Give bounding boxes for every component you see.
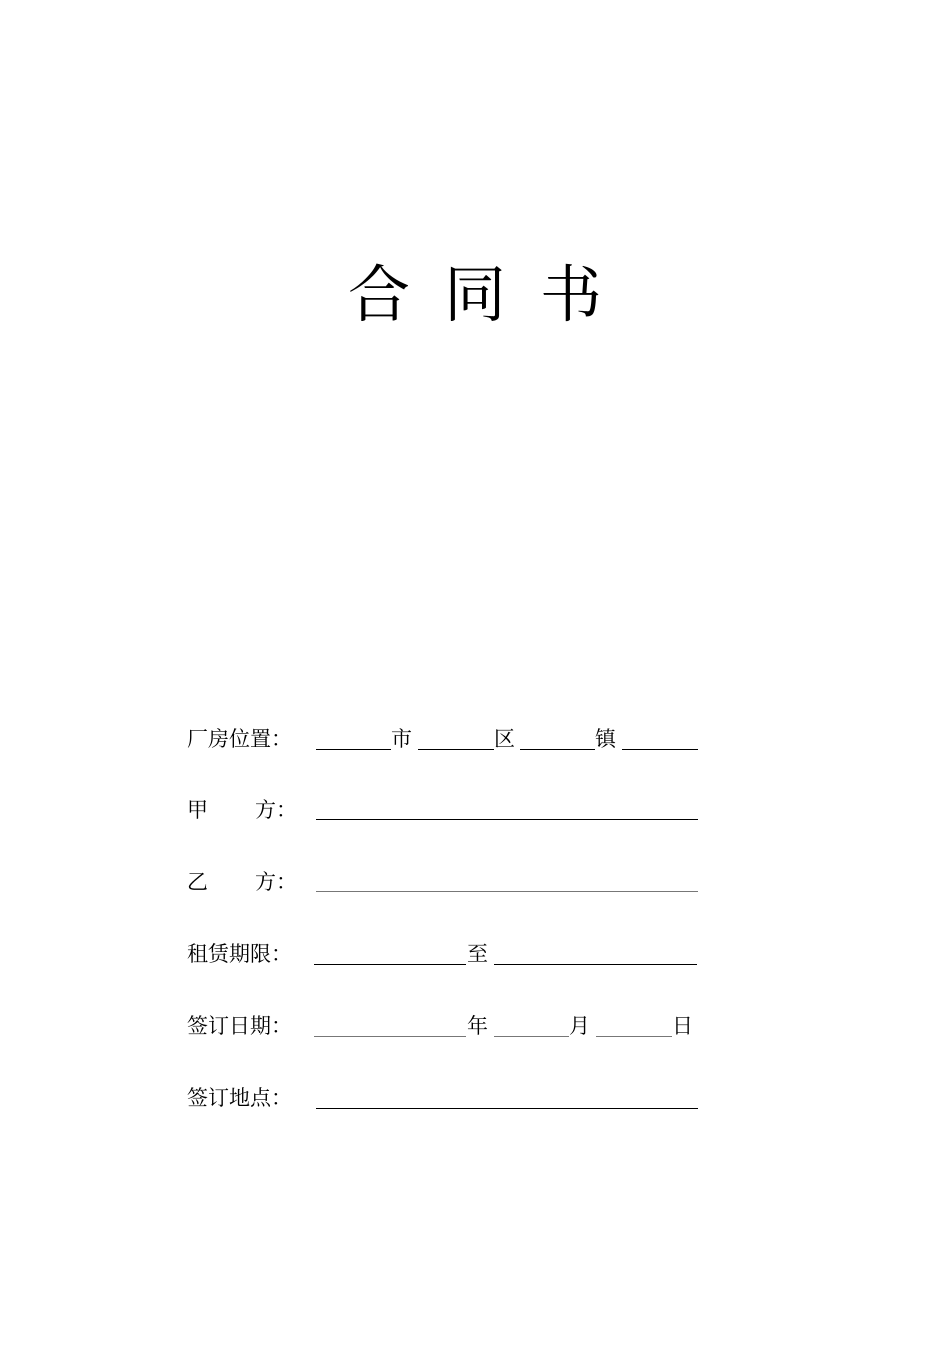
sign-month-blank[interactable] [494, 1036, 569, 1037]
district-unit: 区 [494, 727, 515, 751]
town-unit: 镇 [595, 727, 616, 751]
sign-place-blank[interactable] [316, 1108, 698, 1109]
year-unit: 年 [467, 1014, 488, 1038]
title-char-2: 同 [443, 258, 506, 331]
lease-end-blank[interactable] [494, 964, 697, 965]
party-b-row [187, 867, 707, 897]
party-a-label [187, 795, 297, 825]
sign-place-label: 签订地点： [187, 1086, 292, 1110]
party-b-label-second: 方： [255, 870, 297, 894]
sign-place-row [187, 1083, 707, 1113]
sign-date-row [187, 1011, 707, 1041]
city-unit: 市 [391, 727, 412, 751]
sign-date-label: 签订日期： [187, 1014, 292, 1038]
lease-start-blank[interactable] [314, 964, 466, 965]
sign-day-blank[interactable] [596, 1036, 672, 1037]
day-unit: 日 [672, 1014, 693, 1038]
lease-separator: 至 [467, 942, 488, 966]
document-title [0, 258, 950, 332]
lease-term-row [187, 939, 707, 969]
city-blank[interactable] [316, 749, 391, 750]
party-a-label-second: 方： [255, 798, 297, 822]
party-a-row [187, 795, 707, 825]
town-blank[interactable] [520, 749, 595, 750]
party-b-label-first: 乙 [187, 870, 208, 894]
title-char-1: 合 [347, 258, 410, 331]
location-detail-blank[interactable] [622, 749, 698, 750]
location-row [187, 724, 707, 754]
party-b-label [187, 867, 297, 897]
district-blank[interactable] [418, 749, 494, 750]
title-char-3: 书 [540, 258, 603, 331]
location-label: 厂房位置： [187, 727, 292, 751]
party-a-blank[interactable] [316, 819, 698, 820]
party-b-blank[interactable] [316, 891, 698, 892]
month-unit: 月 [569, 1014, 590, 1038]
sign-year-blank[interactable] [314, 1036, 466, 1037]
party-a-label-first: 甲 [187, 798, 208, 822]
lease-term-label: 租赁期限： [187, 942, 292, 966]
